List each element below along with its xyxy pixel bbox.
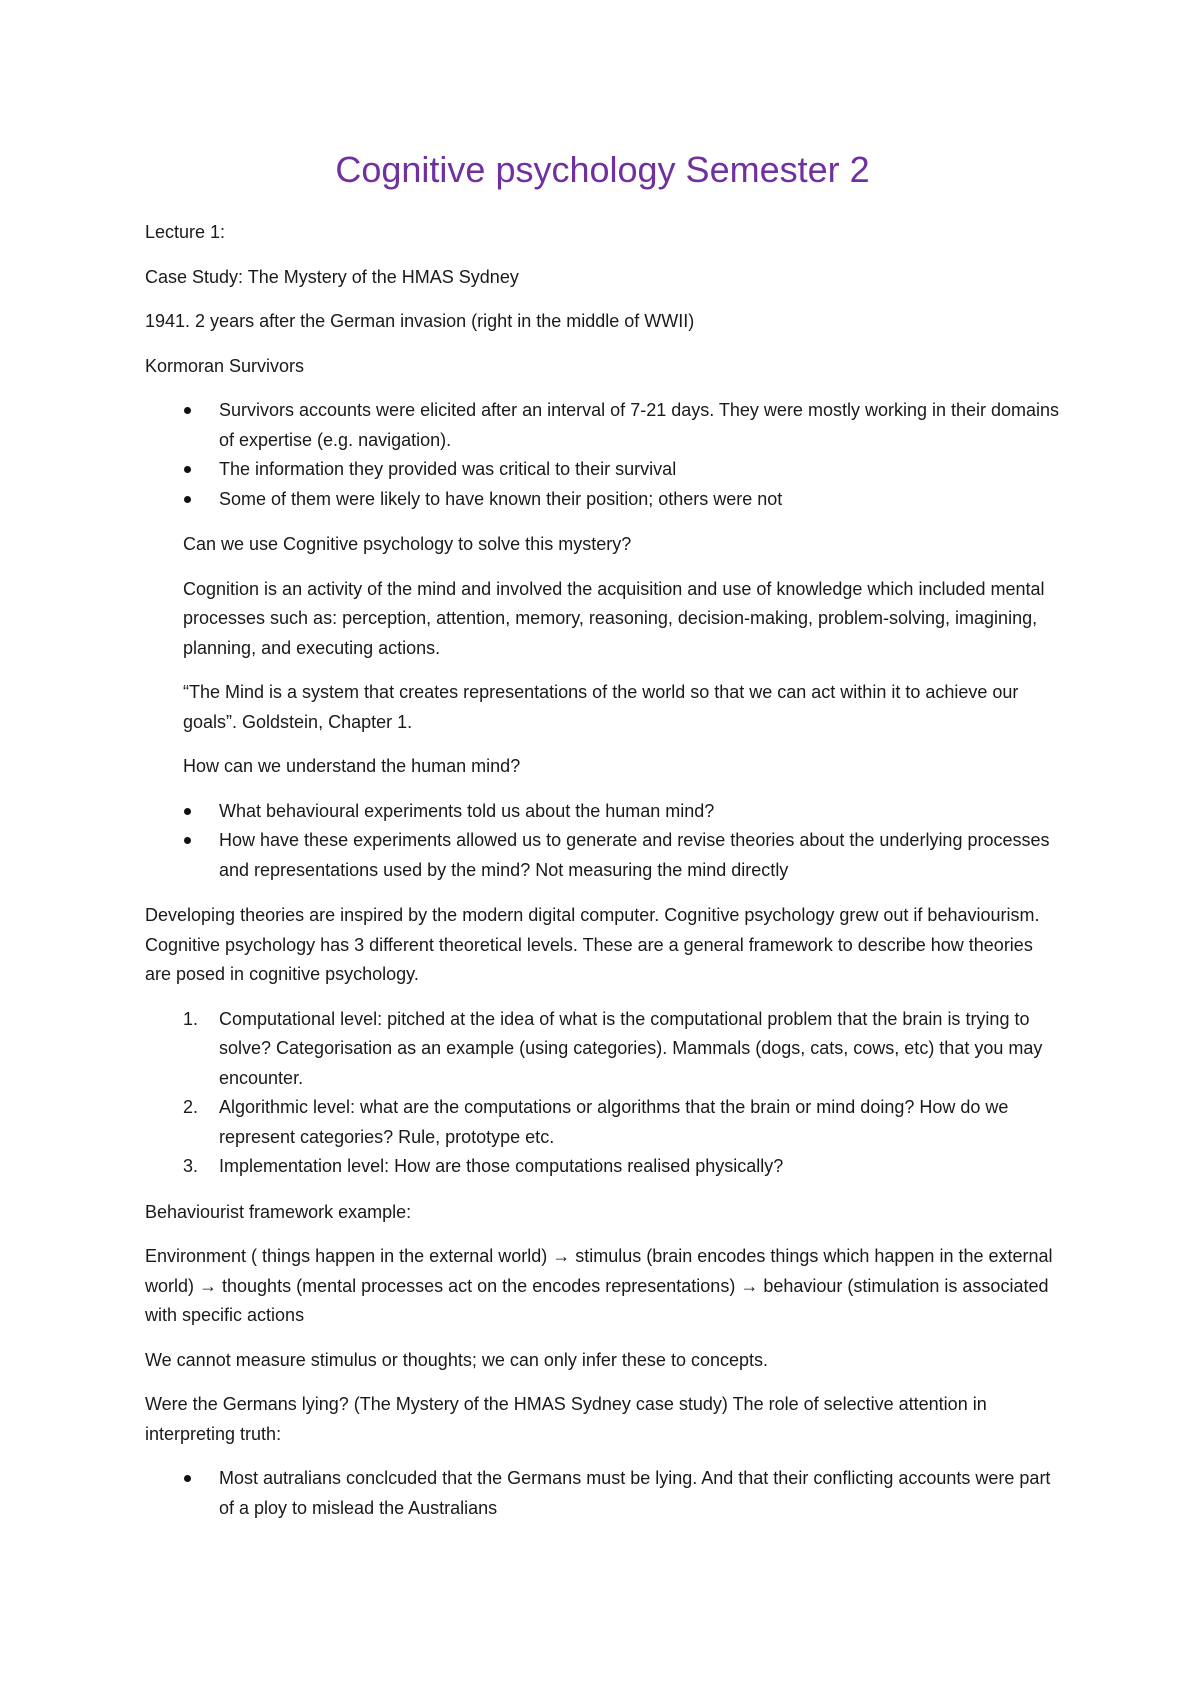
mind-bullet-list (183, 797, 1060, 886)
list-item (183, 1464, 1060, 1523)
list-item (183, 396, 1060, 455)
list-item-text: Implementation level: How are those computations realised physically? (219, 1156, 784, 1176)
arrow-right-icon: → (199, 1275, 218, 1296)
bullet-icon (184, 837, 191, 844)
list-item (183, 797, 1060, 827)
list-item-text: Survivors accounts were elicited after an interval of 7-21 days. They were mostly working in their domains of expertise (e.g. navigation). (219, 400, 1060, 450)
list-number: 2. (183, 1097, 199, 1117)
survivor-bullet-list (183, 396, 1060, 514)
framework-paragraph (145, 1242, 1060, 1331)
list-item-text: What behavioural experiments told us about the human mind? (219, 800, 715, 821)
theories-paragraph: Developing theories are inspired by the modern digital computer. Cognitive psychology grew out if behaviourism. Cognitive psychology has 3 different theoretical levels. These are a general framework to describe how theories are posed in cognitive psychology. (145, 905, 1040, 984)
framework-behaviour: behaviour (stimulation is associated with specific actions (145, 1275, 1049, 1325)
bullet-icon (184, 496, 191, 503)
case-study-line: Case Study: The Mystery of the HMAS Sydney (145, 266, 519, 287)
list-item-text: Computational level: pitched at the idea of what is the computational problem that the brain is trying to solve? Categorisation as an example (using categories). Mammals (dogs, cats, cows, etc) that you may encounter. (219, 1008, 1043, 1088)
bullet-icon (184, 808, 191, 815)
page-title: Cognitive psychology Semester 2 (335, 149, 870, 190)
list-item (183, 1152, 1060, 1182)
list-item-text: The information they provided was critical to their survival (219, 459, 677, 479)
list-item (183, 1093, 1060, 1152)
cognition-definition: Cognition is an activity of the mind and involved the acquisition and use of knowledge which included mental processes such as: perception, attention, memory, reasoning, decision-making, problem-solving, imagining, planning, and executing actions. (183, 578, 1045, 658)
arrow-right-icon: → (552, 1246, 571, 1266)
question-mind: How can we understand the human mind? (183, 756, 521, 776)
list-item-text: How have these experiments allowed us to generate and revise theories about the underlying processes and representations used by the mind? Not measuring the mind directly (219, 830, 1050, 880)
framework-stimulus: stimulus (brain encodes things which happen in the external world) (145, 1246, 1053, 1296)
bullet-icon (184, 407, 191, 414)
framework-thoughts: thoughts (mental processes act on the encodes representations) (217, 1275, 741, 1296)
question-cognitive: Can we use Cognitive psychology to solve this mystery? (183, 534, 632, 554)
list-item (183, 826, 1060, 885)
survivors-heading: Kormoran Survivors (145, 355, 305, 376)
list-number: 1. (183, 1008, 199, 1029)
arrow-right-icon: → (740, 1275, 759, 1296)
germans-bullet-list (183, 1464, 1060, 1523)
behaviourist-heading: Behaviourist framework example: (145, 1201, 412, 1222)
germans-paragraph: Were the Germans lying? (The Mystery of the HMAS Sydney case study) The role of selective attention in interpreting truth: (145, 1394, 987, 1444)
list-item (183, 455, 1060, 485)
bullet-icon (184, 1475, 191, 1482)
list-number: 3. (183, 1156, 199, 1176)
lecture-heading: Lecture 1: (145, 222, 226, 242)
list-item-text: Algorithmic level: what are the computations or algorithms that the brain or mind doing? How do we represent categories? Rule, prototype etc. (219, 1097, 1009, 1147)
bullet-icon (184, 466, 191, 473)
levels-numbered-list (183, 1005, 1060, 1182)
list-item-text: Some of them were likely to have known their position; others were not (219, 488, 783, 509)
framework-environment: Environment ( things happen in the external world) (145, 1246, 553, 1266)
list-item (183, 1005, 1060, 1094)
measure-paragraph: We cannot measure stimulus or thoughts; we can only infer these to concepts. (145, 1349, 768, 1370)
year-line: 1941. 2 years after the German invasion (right in the middle of WWII) (145, 311, 695, 331)
list-item-text: Most autralians conclcuded that the Germans must be lying. And that their conflicting accounts were part of a ploy to mislead the Australians (219, 1468, 1051, 1518)
goldstein-quote: “The Mind is a system that creates representations of the world so that we can act within it to achieve our goals”. Goldstein, Chapter 1. (183, 682, 1019, 732)
list-item (183, 485, 1060, 515)
